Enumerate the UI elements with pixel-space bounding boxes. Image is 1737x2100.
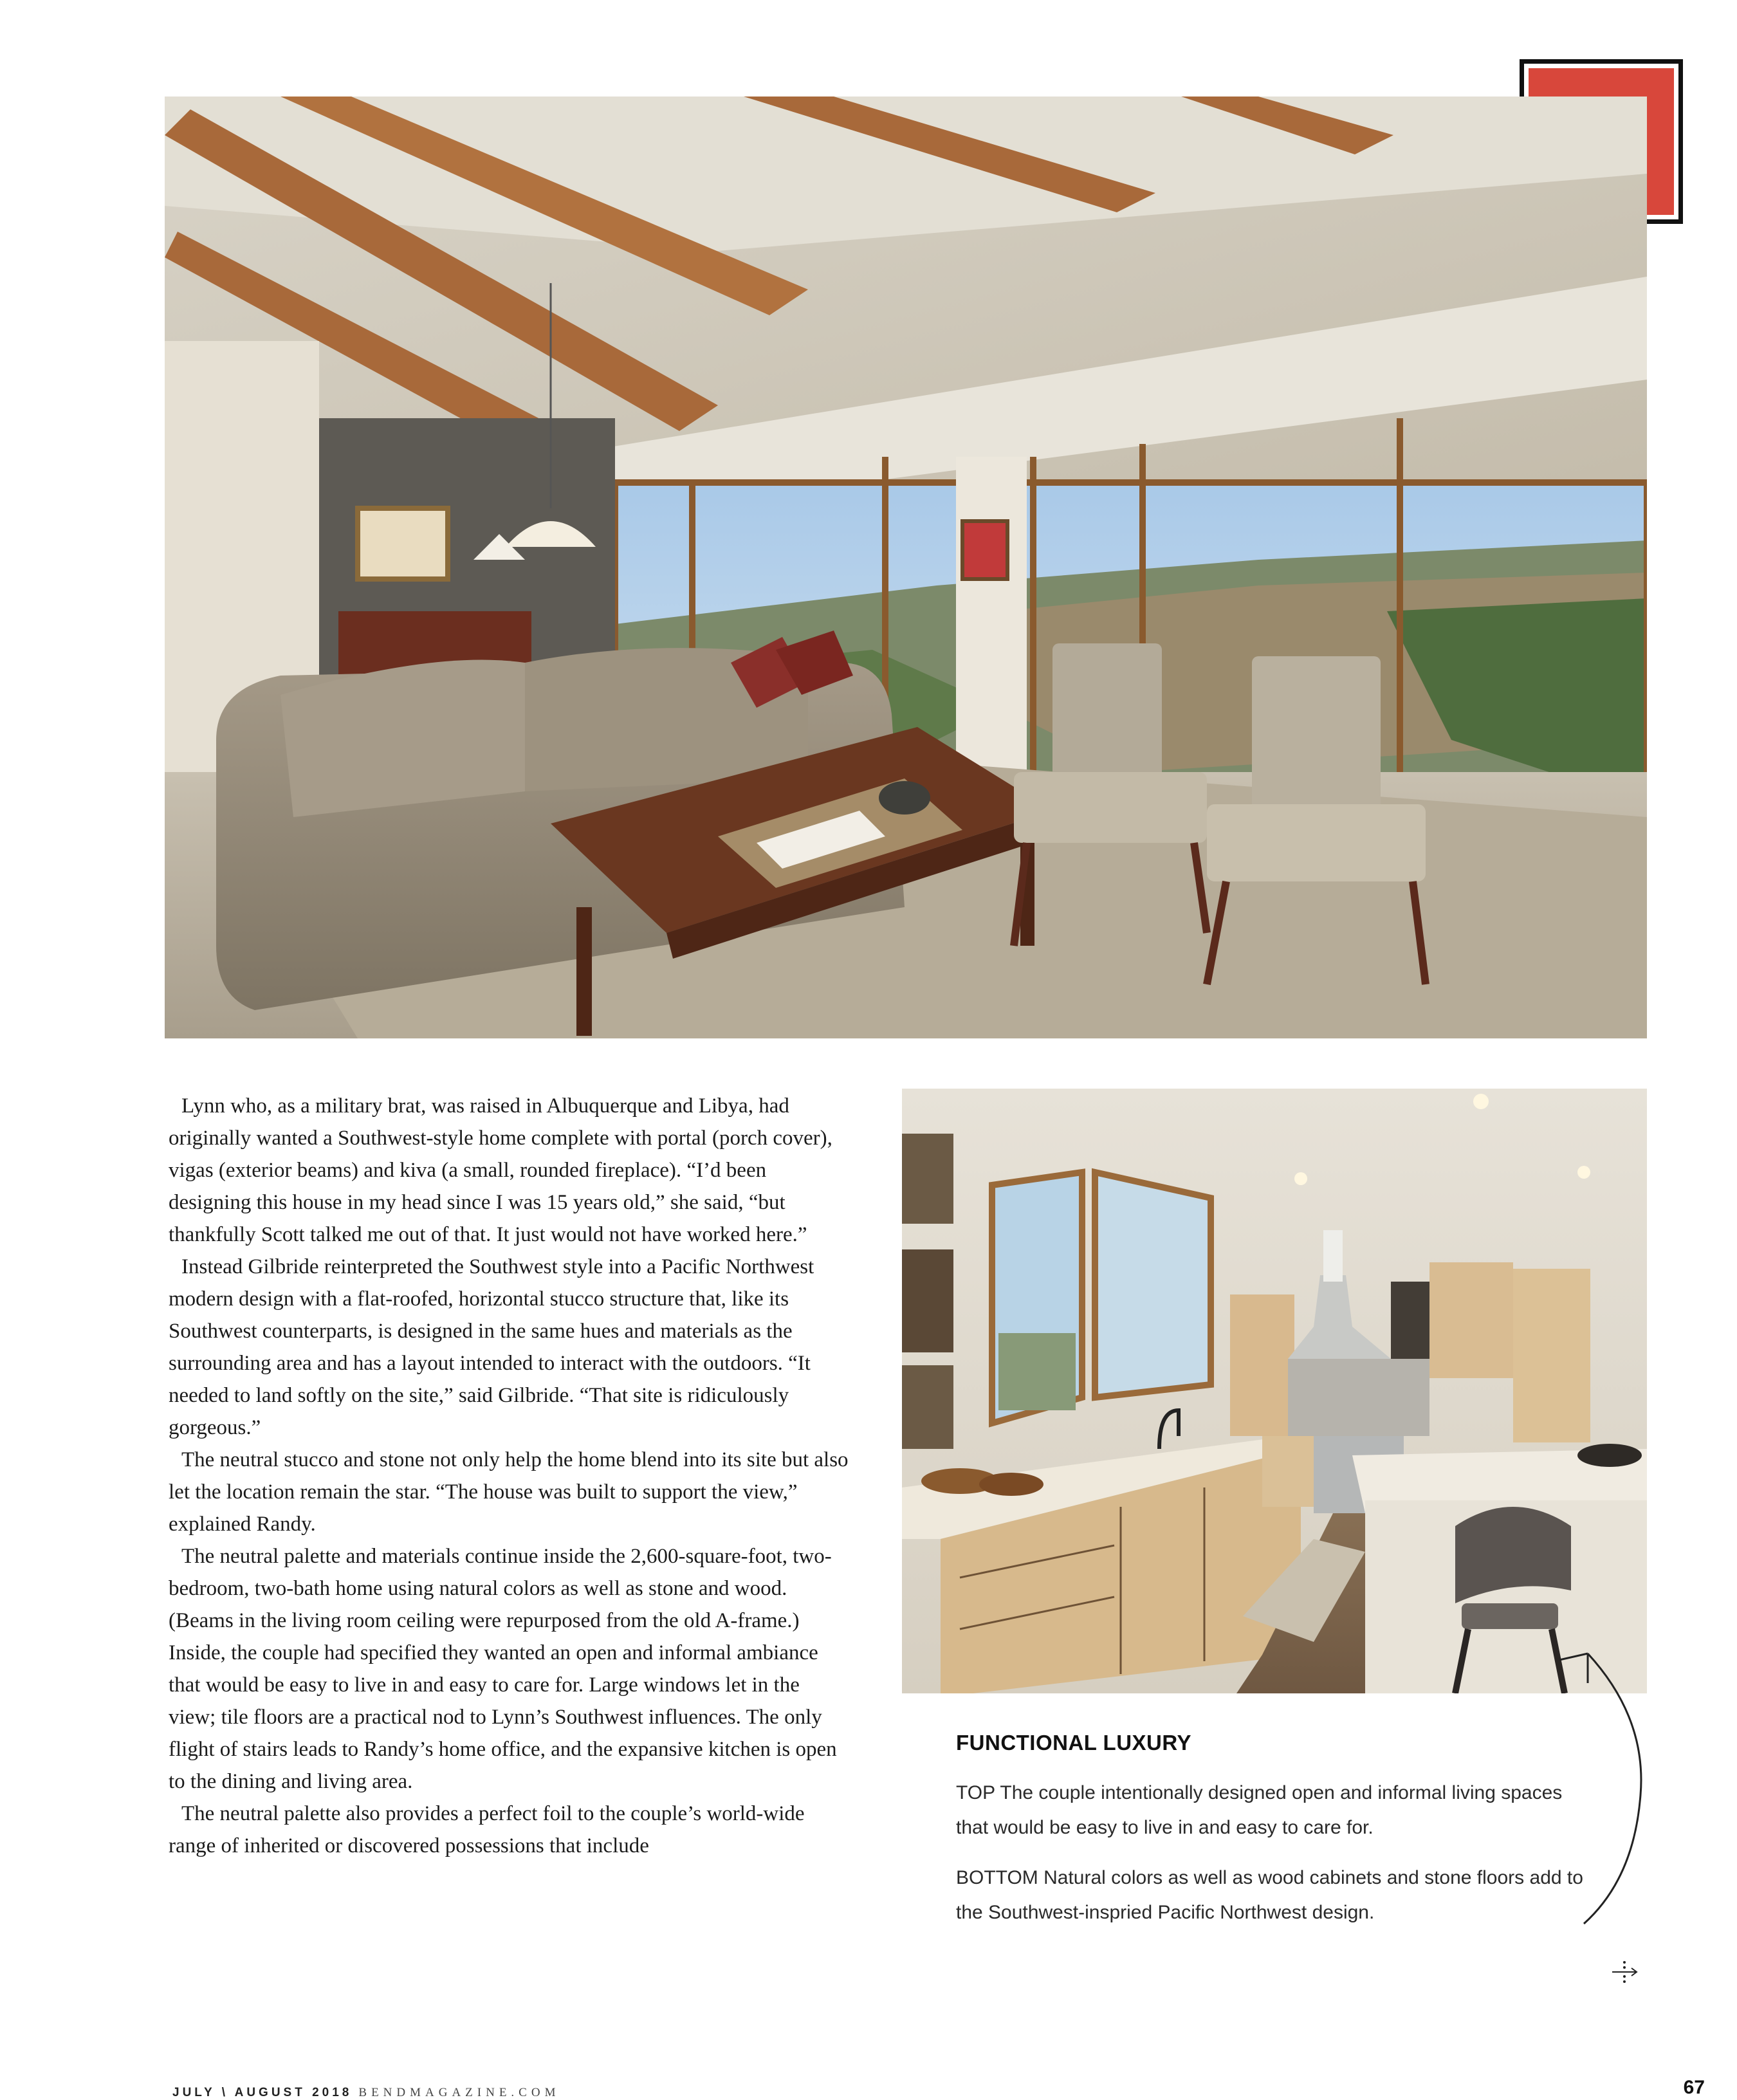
article-body [169,1090,852,1862]
end-dingbat-icon [1608,1956,1640,1988]
footer-issue [172,2086,560,2100]
issue-date: JULY \ AUGUST 2018 [172,2086,353,2099]
body-paragraph-4: The neutral palette and materials continue inside the 2,600-square-foot, two-bedroom, two-bath home using natural colors as well as stone and wood. (Beams in the living room ceiling were repurposed from the old A-frame.) Inside, the couple had specified they wanted an open and informal ambiance that would be easy to live in and easy to care for. Large windows let in the view; tile floors are a practical nod to Lynn’s Southwest influences. The only flight of stairs leads to Randy’s home office, and the expansive kitchen is open to the dining and living area. [169,1545,837,1793]
caption-top: TOP The couple intentionally designed open and informal living spaces that would be easy to live in and easy to care for. [956,1782,1563,1838]
caption-bottom: BOTTOM Natural colors as well as wood cabinets and stone floors add to the Southwest-inspried Pacific Northwest design. [956,1867,1583,1923]
kitchen-illustration [902,1089,1647,1693]
body-paragraph-2: Instead Gilbride reinterpreted the Southwest style into a Pacific Northwest modern design with a flat-roofed, horizontal stucco structure that, like its Southwest counterparts, is designed in the same hues and materials as the surrounding area and has a layout intended to interact with the outdoors. “It needed to land softly on the site,” said Gilbride. “That site is ridiculously gorgeous.” [169,1255,814,1439]
kitchen-photo [902,1089,1647,1693]
page-number: 67 [1683,2077,1705,2098]
living-room-illustration [165,97,1647,1038]
site-url: BENDMAGAZINE.COM [358,2086,560,2099]
caption-title: FUNCTIONAL LUXURY [956,1731,1191,1755]
body-paragraph-1: Lynn who, as a military brat, was raised in Albuquerque and Libya, had originally wanted a Southwest-style home complete with portal (porch cover), vigas (exterior beams) and kiva (a small, rounded fireplace). “I’d been designing this house in my head since I was 15 years old,” she said, “but thankfully Scott talked me out of that. It just would not have worked here.” [169,1094,832,1246]
living-room-photo [165,97,1647,1038]
curved-arrow-icon [1544,1647,1647,1943]
body-paragraph-3: The neutral stucco and stone not only help the home blend into its site but also let the location remain the star. “The house was built to support the view,” explained Randy. [169,1448,849,1536]
body-paragraph-5: The neutral palette also provides a perfect foil to the couple’s world-wide range of inherited or discovered possessions that include [169,1802,805,1857]
